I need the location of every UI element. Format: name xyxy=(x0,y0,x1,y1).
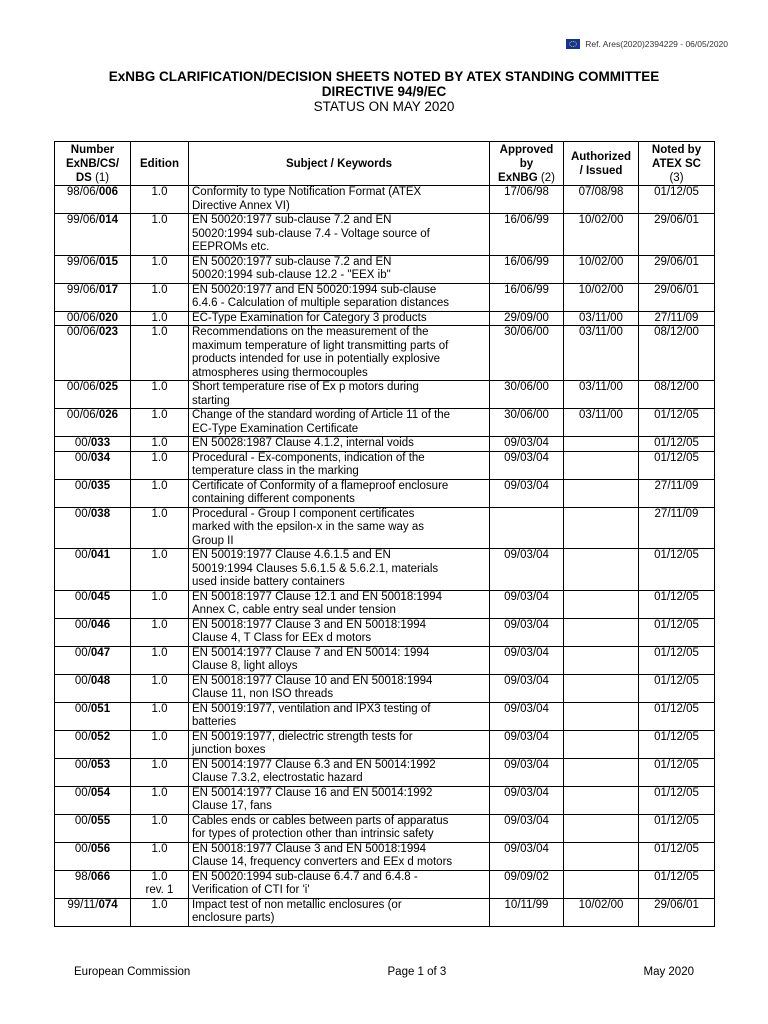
cell-edition: 1.0 xyxy=(131,409,189,437)
cell-approved: 09/03/04 xyxy=(490,842,564,870)
title-line-3: STATUS ON MAY 2020 xyxy=(313,99,455,114)
cell-approved: 17/06/98 xyxy=(490,186,564,214)
table-row xyxy=(55,409,715,437)
cell-authorized xyxy=(564,451,639,479)
decision-sheets-table xyxy=(54,141,715,927)
cell-edition: 1.0 xyxy=(131,842,189,870)
cell-authorized xyxy=(564,870,639,898)
cell-edition: 1.0 xyxy=(131,898,189,926)
cell-approved: 09/03/04 xyxy=(490,479,564,507)
cell-authorized xyxy=(564,702,639,730)
cell-number: 00/041 xyxy=(55,549,131,591)
cell-approved: 09/03/04 xyxy=(490,590,564,618)
cell-number: 00/06/023 xyxy=(55,326,131,381)
table-row xyxy=(55,214,715,256)
document-title xyxy=(0,69,768,115)
cell-number: 99/06/017 xyxy=(55,283,131,311)
cell-noted: 01/12/05 xyxy=(639,758,715,786)
table-row xyxy=(55,646,715,674)
cell-number: 00/052 xyxy=(55,730,131,758)
cell-number: 00/048 xyxy=(55,674,131,702)
cell-number: 98/066 xyxy=(55,870,131,898)
table-row xyxy=(55,255,715,283)
reference-text: Ref. Ares(2020)2394229 - 06/05/2020 xyxy=(585,39,728,49)
cell-authorized xyxy=(564,730,639,758)
cell-subject: EN 50020:1977 and EN 50020:1994 sub-clause 6.4.6 - Calculation of multiple separation distances xyxy=(189,283,490,311)
cell-edition: 1.0 xyxy=(131,451,189,479)
cell-authorized: 03/11/00 xyxy=(564,311,639,326)
cell-approved: 09/03/04 xyxy=(490,786,564,814)
cell-subject: EN 50020:1977 sub-clause 7.2 and EN 50020:1994 sub-clause 12.2 - "EEX ib" xyxy=(189,255,490,283)
header-edition: Edition xyxy=(131,142,189,186)
cell-authorized: 03/11/00 xyxy=(564,381,639,409)
cell-authorized: 10/02/00 xyxy=(564,255,639,283)
cell-approved: 09/03/04 xyxy=(490,758,564,786)
table-row xyxy=(55,283,715,311)
cell-number: 99/11/074 xyxy=(55,898,131,926)
cell-approved: 09/09/02 xyxy=(490,870,564,898)
cell-noted: 01/12/05 xyxy=(639,186,715,214)
cell-edition: 1.0 xyxy=(131,326,189,381)
cell-edition: 1.0 xyxy=(131,479,189,507)
cell-noted: 01/12/05 xyxy=(639,702,715,730)
cell-authorized xyxy=(564,814,639,842)
title-line-1: ExNBG CLARIFICATION/DECISION SHEETS NOTED BY ATEX STANDING COMMITTEE xyxy=(108,69,660,84)
cell-noted: 01/12/05 xyxy=(639,674,715,702)
cell-number: 00/051 xyxy=(55,702,131,730)
cell-edition: 1.0 xyxy=(131,674,189,702)
table-row xyxy=(55,311,715,326)
cell-authorized xyxy=(564,479,639,507)
cell-authorized xyxy=(564,507,639,549)
cell-number: 00/06/025 xyxy=(55,381,131,409)
cell-number: 00/06/026 xyxy=(55,409,131,437)
cell-edition: 1.0 xyxy=(131,214,189,256)
cell-edition: 1.0 xyxy=(131,255,189,283)
cell-authorized: 10/02/00 xyxy=(564,283,639,311)
cell-noted: 01/12/05 xyxy=(639,842,715,870)
cell-number: 00/053 xyxy=(55,758,131,786)
cell-approved: 16/06/99 xyxy=(490,283,564,311)
cell-noted: 27/11/09 xyxy=(639,311,715,326)
cell-approved: 10/11/99 xyxy=(490,898,564,926)
cell-number: 00/047 xyxy=(55,646,131,674)
header-noted: Noted by ATEX SC (3) xyxy=(639,142,715,186)
cell-noted: 01/12/05 xyxy=(639,870,715,898)
cell-subject: Cables ends or cables between parts of apparatus for types of protection other than intrinsic safety xyxy=(189,814,490,842)
cell-approved: 09/03/04 xyxy=(490,702,564,730)
cell-noted: 08/12/00 xyxy=(639,381,715,409)
header-authorized: Authorized / Issued xyxy=(564,142,639,186)
cell-noted: 01/12/05 xyxy=(639,730,715,758)
cell-noted: 01/12/05 xyxy=(639,786,715,814)
cell-approved: 09/03/04 xyxy=(490,674,564,702)
cell-subject: EC-Type Examination for Category 3 products xyxy=(189,311,490,326)
reference-stamp xyxy=(566,39,728,49)
table-row xyxy=(55,758,715,786)
table-row xyxy=(55,381,715,409)
cell-noted: 01/12/05 xyxy=(639,590,715,618)
cell-noted: 01/12/05 xyxy=(639,549,715,591)
cell-subject: EN 50028:1987 Clause 4.1.2, internal voids xyxy=(189,437,490,452)
cell-number: 00/06/020 xyxy=(55,311,131,326)
table-row xyxy=(55,451,715,479)
cell-edition: 1.0 xyxy=(131,186,189,214)
table-row xyxy=(55,870,715,898)
cell-noted: 08/12/00 xyxy=(639,326,715,381)
cell-authorized: 03/11/00 xyxy=(564,409,639,437)
cell-authorized xyxy=(564,842,639,870)
cell-edition: 1.0 xyxy=(131,786,189,814)
cell-subject: Conformity to type Notification Format (ATEX Directive Annex VI) xyxy=(189,186,490,214)
page-footer xyxy=(74,966,694,978)
eu-flag-icon xyxy=(566,39,580,49)
cell-authorized xyxy=(564,437,639,452)
cell-authorized: 10/02/00 xyxy=(564,214,639,256)
cell-approved: 30/06/00 xyxy=(490,326,564,381)
cell-edition: 1.0 xyxy=(131,311,189,326)
cell-edition: 1.0 xyxy=(131,758,189,786)
footer-page-number: Page 1 of 3 xyxy=(387,966,447,978)
cell-noted: 29/06/01 xyxy=(639,255,715,283)
table-body xyxy=(55,186,715,927)
table-row xyxy=(55,786,715,814)
cell-noted: 01/12/05 xyxy=(639,451,715,479)
cell-number: 99/06/015 xyxy=(55,255,131,283)
cell-noted: 27/11/09 xyxy=(639,479,715,507)
cell-subject: EN 50019:1977, dielectric strength tests for junction boxes xyxy=(189,730,490,758)
table-row xyxy=(55,590,715,618)
table-header-row xyxy=(55,142,715,186)
table-row xyxy=(55,326,715,381)
cell-authorized: 03/11/00 xyxy=(564,326,639,381)
table-row xyxy=(55,479,715,507)
cell-authorized xyxy=(564,549,639,591)
cell-edition: 1.0 xyxy=(131,507,189,549)
header-approved: Approved by ExNBG (2) xyxy=(490,142,564,186)
cell-authorized xyxy=(564,758,639,786)
cell-edition: 1.0 xyxy=(131,590,189,618)
cell-approved: 16/06/99 xyxy=(490,255,564,283)
cell-authorized: 07/08/98 xyxy=(564,186,639,214)
cell-approved: 09/03/04 xyxy=(490,618,564,646)
cell-approved: 09/03/04 xyxy=(490,437,564,452)
cell-subject: EN 50018:1977 Clause 3 and EN 50018:1994 Clause 14, frequency converters and EEx d motors xyxy=(189,842,490,870)
table-row xyxy=(55,549,715,591)
cell-subject: EN 50020:1977 sub-clause 7.2 and EN 50020:1994 sub-clause 7.4 - Voltage source of EEPROMs etc. xyxy=(189,214,490,256)
cell-number: 98/06/006 xyxy=(55,186,131,214)
cell-subject: EN 50018:1977 Clause 10 and EN 50018:1994 Clause 11, non ISO threads xyxy=(189,674,490,702)
cell-subject: Certificate of Conformity of a flameproof enclosure containing different components xyxy=(189,479,490,507)
cell-subject: EN 50018:1977 Clause 12.1 and EN 50018:1994 Annex C, cable entry seal under tension xyxy=(189,590,490,618)
cell-number: 99/06/014 xyxy=(55,214,131,256)
cell-subject: EN 50020:1994 sub-clause 6.4.7 and 6.4.8 - Verification of CTI for 'i' xyxy=(189,870,490,898)
cell-edition: 1.0 xyxy=(131,437,189,452)
cell-number: 00/035 xyxy=(55,479,131,507)
header-subject: Subject / Keywords xyxy=(189,142,490,186)
cell-edition: 1.0 xyxy=(131,702,189,730)
cell-approved: 16/06/99 xyxy=(490,214,564,256)
cell-approved: 09/03/04 xyxy=(490,646,564,674)
cell-noted: 01/12/05 xyxy=(639,618,715,646)
cell-number: 00/045 xyxy=(55,590,131,618)
cell-edition: 1.0 xyxy=(131,618,189,646)
cell-subject: EN 50018:1977 Clause 3 and EN 50018:1994 Clause 4, T Class for EEx d motors xyxy=(189,618,490,646)
cell-edition: 1.0 xyxy=(131,814,189,842)
cell-number: 00/056 xyxy=(55,842,131,870)
cell-noted: 01/12/05 xyxy=(639,814,715,842)
cell-subject: Short temperature rise of Ex p motors during starting xyxy=(189,381,490,409)
table-row xyxy=(55,437,715,452)
cell-subject: EN 50014:1977 Clause 6.3 and EN 50014:1992 Clause 7.3.2, electrostatic hazard xyxy=(189,758,490,786)
cell-approved: 30/06/00 xyxy=(490,381,564,409)
footer-date: May 2020 xyxy=(643,966,694,978)
cell-edition: 1.0 xyxy=(131,646,189,674)
cell-approved: 09/03/04 xyxy=(490,730,564,758)
cell-noted: 29/06/01 xyxy=(639,214,715,256)
header-number: Number ExNB/CS/ DS (1) xyxy=(55,142,131,186)
table-row xyxy=(55,814,715,842)
table-row xyxy=(55,898,715,926)
cell-noted: 01/12/05 xyxy=(639,409,715,437)
cell-approved xyxy=(490,507,564,549)
cell-number: 00/038 xyxy=(55,507,131,549)
cell-approved: 09/03/04 xyxy=(490,814,564,842)
cell-subject: Change of the standard wording of Article 11 of the EC-Type Examination Certificate xyxy=(189,409,490,437)
cell-authorized: 10/02/00 xyxy=(564,898,639,926)
cell-edition: 1.0 xyxy=(131,730,189,758)
cell-subject: Procedural - Ex-components, indication of the temperature class in the marking xyxy=(189,451,490,479)
cell-approved: 09/03/04 xyxy=(490,549,564,591)
cell-approved: 30/06/00 xyxy=(490,409,564,437)
table-row xyxy=(55,730,715,758)
cell-authorized xyxy=(564,590,639,618)
cell-edition: 1.0 xyxy=(131,549,189,591)
cell-noted: 29/06/01 xyxy=(639,283,715,311)
cell-number: 00/033 xyxy=(55,437,131,452)
cell-noted: 01/12/05 xyxy=(639,646,715,674)
cell-edition: 1.0 xyxy=(131,283,189,311)
cell-authorized xyxy=(564,786,639,814)
cell-subject: Procedural - Group I component certificates marked with the epsilon-x in the same way as Group II xyxy=(189,507,490,549)
cell-subject: EN 50014:1977 Clause 16 and EN 50014:1992 Clause 17, fans xyxy=(189,786,490,814)
table-row xyxy=(55,618,715,646)
table-row xyxy=(55,842,715,870)
cell-authorized xyxy=(564,674,639,702)
cell-subject: Impact test of non metallic enclosures (or enclosure parts) xyxy=(189,898,490,926)
table-row xyxy=(55,186,715,214)
cell-edition: 1.0 xyxy=(131,381,189,409)
cell-number: 00/055 xyxy=(55,814,131,842)
cell-noted: 27/11/09 xyxy=(639,507,715,549)
title-line-2: DIRECTIVE 94/9/EC xyxy=(321,84,447,99)
cell-edition: 1.0 rev. 1 xyxy=(131,870,189,898)
cell-authorized xyxy=(564,618,639,646)
cell-number: 00/046 xyxy=(55,618,131,646)
cell-number: 00/034 xyxy=(55,451,131,479)
cell-subject: EN 50019:1977 Clause 4.6.1.5 and EN 50019:1994 Clauses 5.6.1.5 & 5.6.2.1, materials used inside battery containers xyxy=(189,549,490,591)
cell-number: 00/054 xyxy=(55,786,131,814)
cell-noted: 29/06/01 xyxy=(639,898,715,926)
cell-approved: 29/09/00 xyxy=(490,311,564,326)
cell-subject: EN 50014:1977 Clause 7 and EN 50014: 1994 Clause 8, light alloys xyxy=(189,646,490,674)
table-row xyxy=(55,674,715,702)
table-row xyxy=(55,507,715,549)
footer-left: European Commission xyxy=(74,966,191,978)
cell-subject: Recommendations on the measurement of the maximum temperature of light transmitting parts of products intended for use in potentially explosive atmospheres using thermocouples xyxy=(189,326,490,381)
cell-approved: 09/03/04 xyxy=(490,451,564,479)
table-row xyxy=(55,702,715,730)
cell-noted: 01/12/05 xyxy=(639,437,715,452)
cell-subject: EN 50019:1977, ventilation and IPX3 testing of batteries xyxy=(189,702,490,730)
cell-authorized xyxy=(564,646,639,674)
